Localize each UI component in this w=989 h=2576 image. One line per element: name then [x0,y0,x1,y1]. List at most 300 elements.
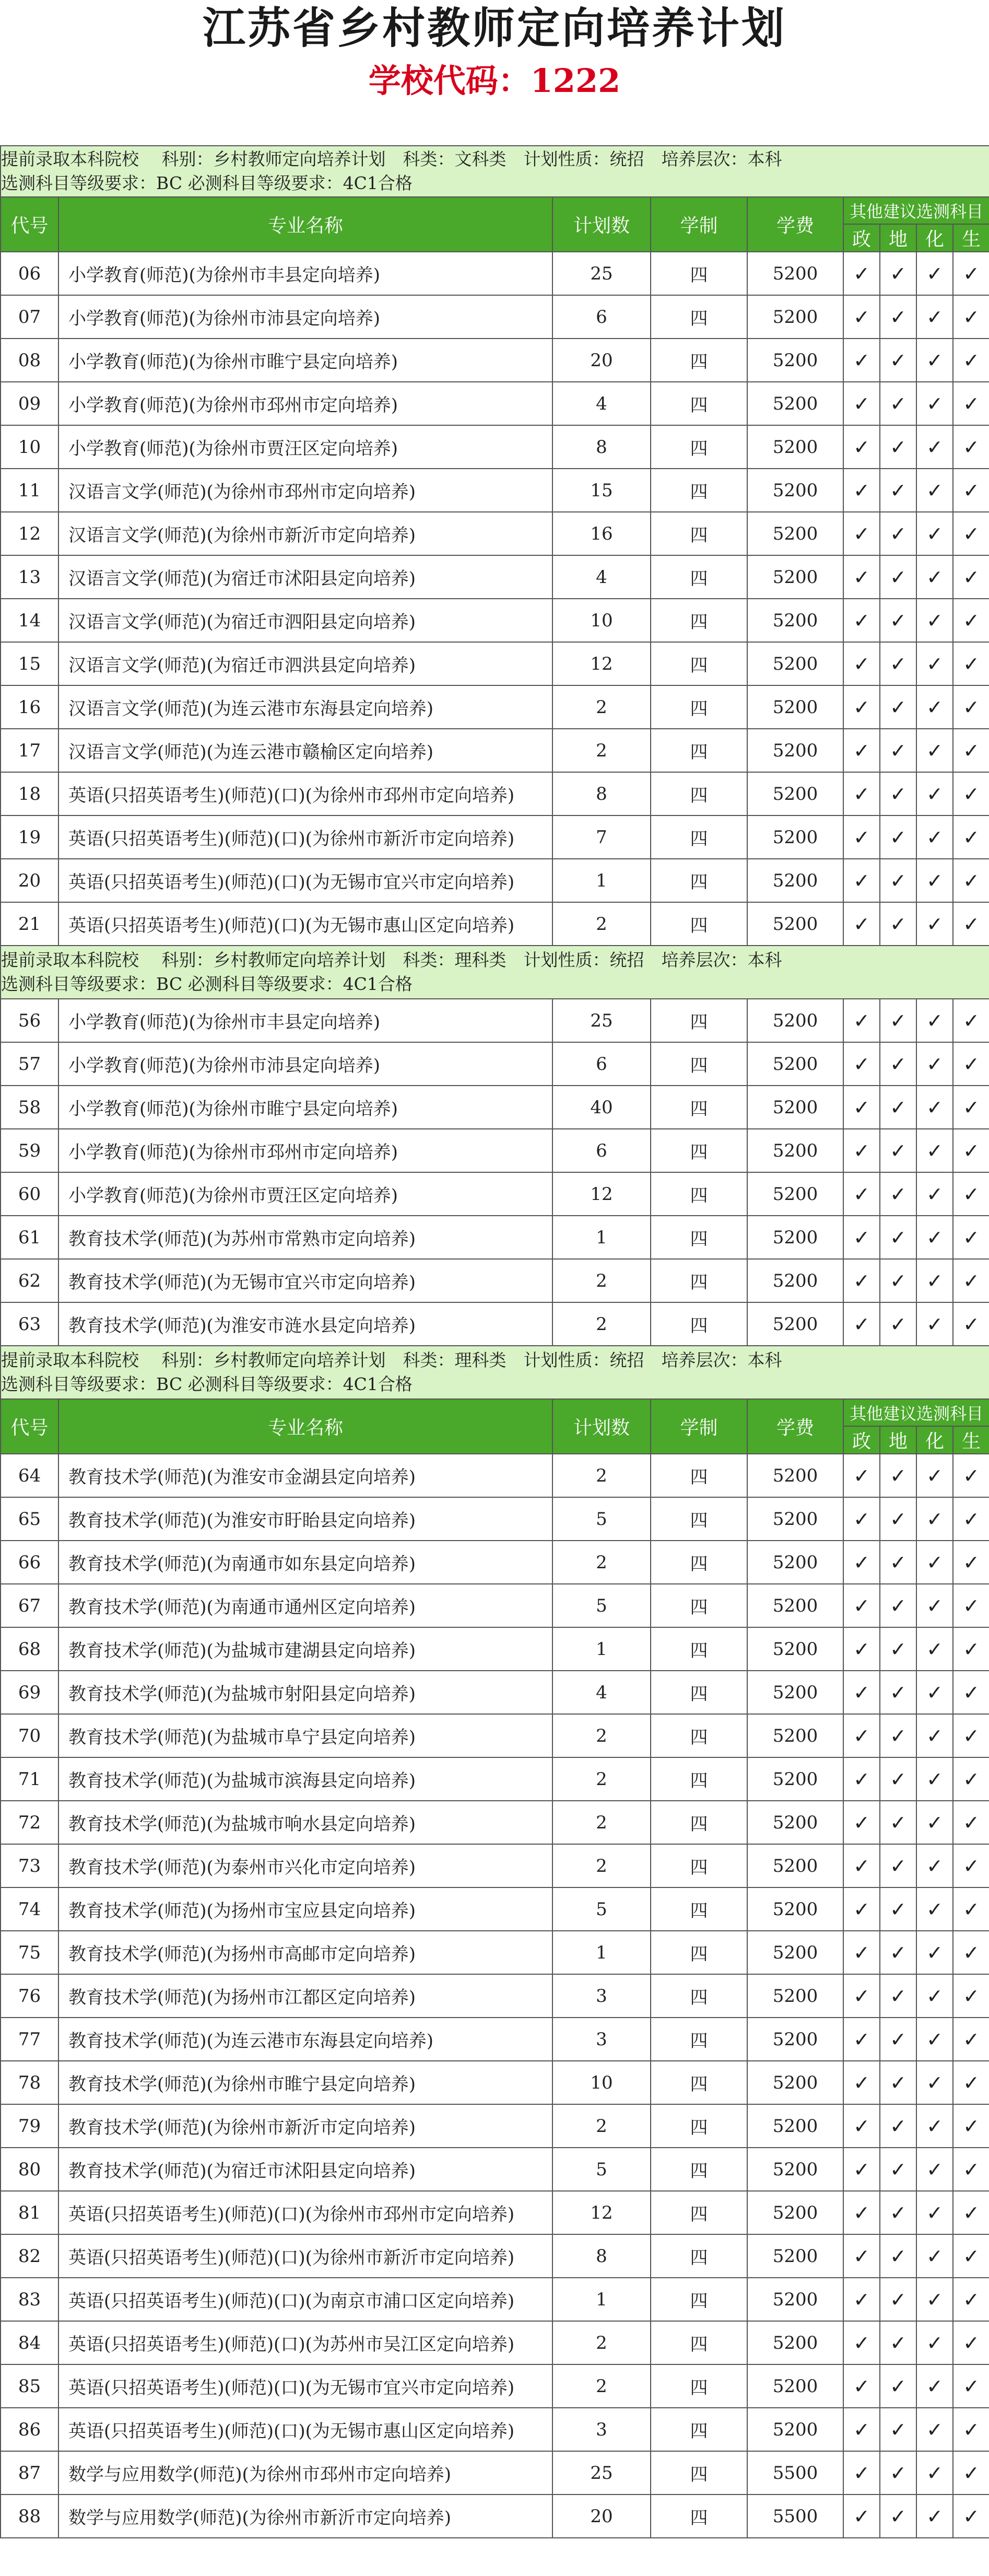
header-subject-sub4: 生 [953,1426,989,1454]
check-mark-icon: ✓ [843,2321,880,2364]
row-duration: 四 [651,2191,747,2234]
check-mark-icon: ✓ [880,2018,916,2061]
row-duration: 四 [651,1671,747,1714]
check-mark-icon: ✓ [843,295,880,339]
row-plan-count: 40 [552,1086,651,1129]
row-duration: 四 [651,1541,747,1584]
row-code: 07 [1,295,58,339]
row-duration: 四 [651,1627,747,1671]
check-mark-icon: ✓ [843,2104,880,2148]
row-code: 18 [1,772,58,815]
check-mark-icon: ✓ [916,2495,953,2538]
row-code: 16 [1,685,58,729]
check-mark-icon: ✓ [843,512,880,555]
check-mark-icon: ✓ [953,2061,989,2104]
row-major-name: 英语(只招英语考生)(师范)(口)(为徐州市新沂市定向培养) [58,815,552,859]
row-fee: 5200 [747,772,843,815]
header-subject-sub3: 化 [916,1426,953,1454]
row-fee: 5200 [747,815,843,859]
section-info-row [1,146,989,197]
row-duration: 四 [651,339,747,382]
row-code: 17 [1,729,58,772]
check-mark-icon: ✓ [880,1042,916,1086]
check-mark-icon: ✓ [843,685,880,729]
row-fee: 5200 [747,1302,843,1346]
row-major-name: 英语(只招英语考生)(师范)(口)(为无锡市宜兴市定向培养) [58,859,552,902]
table-row [1,1086,989,1129]
row-code: 86 [1,2408,58,2451]
row-duration: 四 [651,252,747,295]
check-mark-icon: ✓ [880,2408,916,2451]
check-mark-icon: ✓ [953,2018,989,2061]
check-mark-icon: ✓ [880,1801,916,1844]
row-plan-count: 8 [552,772,651,815]
table-row [1,2148,989,2191]
row-plan-count: 2 [552,2104,651,2148]
table-row [1,1844,989,1887]
check-mark-icon: ✓ [953,382,989,425]
check-mark-icon: ✓ [953,685,989,729]
row-major-name: 汉语言文学(师范)(为徐州市邳州市定向培养) [58,469,552,512]
row-major-name: 汉语言文学(师范)(为宿迁市泗阳县定向培养) [58,599,552,642]
check-mark-icon: ✓ [916,1801,953,1844]
header-fee: 学费 [747,1399,843,1454]
table-row [1,685,989,729]
check-mark-icon: ✓ [843,599,880,642]
row-major-name: 教育技术学(师范)(为徐州市睢宁县定向培养) [58,2061,552,2104]
check-mark-icon: ✓ [916,1216,953,1259]
row-code: 13 [1,555,58,599]
table-row [1,2364,989,2408]
row-code: 58 [1,1086,58,1129]
check-mark-icon: ✓ [843,339,880,382]
check-mark-icon: ✓ [880,382,916,425]
check-mark-icon: ✓ [843,555,880,599]
row-fee: 5200 [747,1129,843,1172]
row-major-name: 教育技术学(师范)(为泰州市兴化市定向培养) [58,1844,552,1887]
row-code: 87 [1,2451,58,2495]
check-mark-icon: ✓ [880,1302,916,1346]
check-mark-icon: ✓ [843,469,880,512]
check-mark-icon: ✓ [916,1974,953,2018]
check-mark-icon: ✓ [953,2104,989,2148]
row-plan-count: 2 [552,1801,651,1844]
row-code: 72 [1,1801,58,1844]
row-major-name: 数学与应用数学(师范)(为徐州市邳州市定向培养) [58,2451,552,2495]
check-mark-icon: ✓ [880,1931,916,1974]
check-mark-icon: ✓ [916,729,953,772]
row-duration: 四 [651,1714,747,1757]
row-fee: 5200 [747,1584,843,1627]
table-row [1,1259,989,1302]
row-fee: 5200 [747,1172,843,1216]
row-code: 74 [1,1887,58,1931]
row-fee: 5200 [747,1887,843,1931]
table-row [1,555,989,599]
check-mark-icon: ✓ [843,1216,880,1259]
row-duration: 四 [651,599,747,642]
row-major-name: 教育技术学(师范)(为盐城市响水县定向培养) [58,1801,552,1844]
row-duration: 四 [651,999,747,1042]
check-mark-icon: ✓ [843,1757,880,1801]
row-code: 63 [1,1302,58,1346]
row-fee: 5200 [747,1541,843,1584]
row-major-name: 教育技术学(师范)(为扬州市宝应县定向培养) [58,1887,552,1931]
check-mark-icon: ✓ [916,1714,953,1757]
page-title: 江苏省乡村教师定向培养计划 [202,4,786,53]
row-duration: 四 [651,2061,747,2104]
row-major-name: 教育技术学(师范)(为扬州市高邮市定向培养) [58,1931,552,1974]
row-major-name: 汉语言文学(师范)(为连云港市赣榆区定向培养) [58,729,552,772]
table-row [1,2451,989,2495]
row-code: 12 [1,512,58,555]
check-mark-icon: ✓ [843,2234,880,2278]
check-mark-icon: ✓ [953,1129,989,1172]
check-mark-icon: ✓ [880,1086,916,1129]
row-plan-count: 6 [552,1042,651,1086]
row-duration: 四 [651,2278,747,2321]
row-fee: 5200 [747,999,843,1042]
check-mark-icon: ✓ [953,815,989,859]
table-row [1,2018,989,2061]
row-fee: 5200 [747,2148,843,2191]
row-duration: 四 [651,2148,747,2191]
school-code: 学校代码：1222 [368,62,621,100]
check-mark-icon: ✓ [916,2061,953,2104]
check-mark-icon: ✓ [843,2364,880,2408]
check-mark-icon: ✓ [916,2018,953,2061]
table-row [1,252,989,295]
check-mark-icon: ✓ [880,1129,916,1172]
row-code: 06 [1,252,58,295]
row-duration: 四 [651,2495,747,2538]
row-fee: 5200 [747,1497,843,1541]
row-duration: 四 [651,815,747,859]
check-mark-icon: ✓ [953,599,989,642]
check-mark-icon: ✓ [916,382,953,425]
check-mark-icon: ✓ [953,1584,989,1627]
check-mark-icon: ✓ [916,425,953,469]
row-fee: 5200 [747,642,843,685]
row-fee: 5200 [747,339,843,382]
table-header-row [1,1399,989,1426]
header-subject-sub2: 地 [880,1426,916,1454]
table-row [1,2321,989,2364]
check-mark-icon: ✓ [880,2104,916,2148]
check-mark-icon: ✓ [880,1757,916,1801]
table-row [1,642,989,685]
header-plan: 计划数 [552,197,651,252]
row-fee: 5200 [747,2061,843,2104]
row-code: 68 [1,1627,58,1671]
header-subject-sub3: 化 [916,224,953,252]
row-duration: 四 [651,902,747,946]
row-plan-count: 5 [552,1584,651,1627]
check-mark-icon: ✓ [916,2148,953,2191]
check-mark-icon: ✓ [916,555,953,599]
check-mark-icon: ✓ [880,2364,916,2408]
check-mark-icon: ✓ [916,469,953,512]
check-mark-icon: ✓ [880,339,916,382]
check-mark-icon: ✓ [880,555,916,599]
row-duration: 四 [651,2364,747,2408]
row-fee: 5200 [747,2321,843,2364]
check-mark-icon: ✓ [916,1584,953,1627]
row-plan-count: 12 [552,1172,651,1216]
row-fee: 5200 [747,1974,843,2018]
check-mark-icon: ✓ [916,1671,953,1714]
row-plan-count: 25 [552,999,651,1042]
row-plan-count: 10 [552,2061,651,2104]
row-plan-count: 16 [552,512,651,555]
row-fee: 5200 [747,382,843,425]
row-code: 82 [1,2234,58,2278]
row-code: 08 [1,339,58,382]
table-row [1,599,989,642]
check-mark-icon: ✓ [880,2451,916,2495]
check-mark-icon: ✓ [953,1086,989,1129]
check-mark-icon: ✓ [843,859,880,902]
check-mark-icon: ✓ [843,2495,880,2538]
row-duration: 四 [651,1129,747,1172]
table-row [1,1801,989,1844]
table-row [1,1541,989,1584]
table-row [1,425,989,469]
section-info [1,146,989,197]
row-duration: 四 [651,425,747,469]
check-mark-icon: ✓ [880,859,916,902]
header-other-subjects: 其他建议选测科目 [843,1399,989,1426]
header-code: 代号 [1,1399,58,1454]
row-fee: 5200 [747,425,843,469]
row-major-name: 教育技术学(师范)(为盐城市阜宁县定向培养) [58,1714,552,1757]
row-fee: 5200 [747,1086,843,1129]
row-plan-count: 2 [552,1454,651,1497]
section-info-line1: 提前录取本科院校 科别：乡村教师定向培养计划 科类：理科类 计划性质：统招 培养层次：本科 [1,950,782,970]
row-duration: 四 [651,1454,747,1497]
header-major: 专业名称 [58,197,552,252]
check-mark-icon: ✓ [916,1887,953,1931]
check-mark-icon: ✓ [843,2018,880,2061]
check-mark-icon: ✓ [953,1671,989,1714]
check-mark-icon: ✓ [916,859,953,902]
check-mark-icon: ✓ [843,902,880,946]
table-row [1,1671,989,1714]
row-fee: 5200 [747,599,843,642]
row-fee: 5200 [747,1216,843,1259]
check-mark-icon: ✓ [953,1757,989,1801]
check-mark-icon: ✓ [843,1042,880,1086]
row-plan-count: 5 [552,1887,651,1931]
row-fee: 5200 [747,512,843,555]
check-mark-icon: ✓ [916,2364,953,2408]
row-code: 75 [1,1931,58,1974]
check-mark-icon: ✓ [916,1086,953,1129]
check-mark-icon: ✓ [880,685,916,729]
header-duration: 学制 [651,1399,747,1454]
row-major-name: 英语(只招英语考生)(师范)(口)(为徐州市新沂市定向培养) [58,2234,552,2278]
check-mark-icon: ✓ [843,999,880,1042]
row-duration: 四 [651,2321,747,2364]
row-major-name: 小学教育(师范)(为徐州市沛县定向培养) [58,1042,552,1086]
check-mark-icon: ✓ [953,1801,989,1844]
row-plan-count: 7 [552,815,651,859]
check-mark-icon: ✓ [880,1172,916,1216]
header-plan: 计划数 [552,1399,651,1454]
check-mark-icon: ✓ [916,1042,953,1086]
row-major-name: 教育技术学(师范)(为淮安市金湖县定向培养) [58,1454,552,1497]
check-mark-icon: ✓ [916,1497,953,1541]
row-code: 80 [1,2148,58,2191]
row-code: 84 [1,2321,58,2364]
row-major-name: 小学教育(师范)(为徐州市贾汪区定向培养) [58,425,552,469]
table-row [1,815,989,859]
row-fee: 5200 [747,295,843,339]
check-mark-icon: ✓ [916,1931,953,1974]
row-plan-count: 4 [552,555,651,599]
row-fee: 5200 [747,2408,843,2451]
check-mark-icon: ✓ [880,1216,916,1259]
check-mark-icon: ✓ [880,2495,916,2538]
check-mark-icon: ✓ [880,1671,916,1714]
row-plan-count: 2 [552,1541,651,1584]
row-major-name: 教育技术学(师范)(为南通市通州区定向培养) [58,1584,552,1627]
row-plan-count: 25 [552,252,651,295]
check-mark-icon: ✓ [880,2061,916,2104]
check-mark-icon: ✓ [880,1454,916,1497]
check-mark-icon: ✓ [880,425,916,469]
table-row [1,512,989,555]
row-plan-count: 4 [552,382,651,425]
check-mark-icon: ✓ [916,1302,953,1346]
row-plan-count: 1 [552,1216,651,1259]
row-plan-count: 2 [552,2321,651,2364]
check-mark-icon: ✓ [843,1714,880,1757]
table-row [1,1887,989,1931]
table-row [1,2191,989,2234]
table-row [1,902,989,946]
check-mark-icon: ✓ [953,859,989,902]
row-duration: 四 [651,382,747,425]
row-plan-count: 20 [552,2495,651,2538]
check-mark-icon: ✓ [953,1844,989,1887]
check-mark-icon: ✓ [953,2191,989,2234]
row-plan-count: 1 [552,859,651,902]
header-major: 专业名称 [58,1399,552,1454]
table-row [1,1302,989,1346]
row-duration: 四 [651,2104,747,2148]
check-mark-icon: ✓ [843,2148,880,2191]
check-mark-icon: ✓ [880,2278,916,2321]
check-mark-icon: ✓ [916,1259,953,1302]
check-mark-icon: ✓ [953,295,989,339]
row-fee: 5200 [747,252,843,295]
check-mark-icon: ✓ [953,1541,989,1584]
check-mark-icon: ✓ [953,339,989,382]
section-info-row [1,1346,989,1399]
check-mark-icon: ✓ [880,729,916,772]
check-mark-icon: ✓ [953,1259,989,1302]
section-info-line2: 选测科目等级要求：BC 必测科目等级要求：4C1合格 [1,173,413,193]
header-code: 代号 [1,197,58,252]
check-mark-icon: ✓ [843,1541,880,1584]
table-row [1,2495,989,2538]
table-row [1,1172,989,1216]
row-duration: 四 [651,469,747,512]
check-mark-icon: ✓ [953,2234,989,2278]
row-plan-count: 1 [552,1627,651,1671]
check-mark-icon: ✓ [843,2408,880,2451]
row-plan-count: 2 [552,2364,651,2408]
row-major-name: 英语(只招英语考生)(师范)(口)(为无锡市惠山区定向培养) [58,2408,552,2451]
check-mark-icon: ✓ [843,1259,880,1302]
table-row [1,1129,989,1172]
row-plan-count: 12 [552,642,651,685]
row-major-name: 英语(只招英语考生)(师范)(口)(为无锡市宜兴市定向培养) [58,2364,552,2408]
row-fee: 5200 [747,1757,843,1801]
plan-table-container [0,145,989,2538]
row-duration: 四 [651,1801,747,1844]
row-duration: 四 [651,642,747,685]
row-major-name: 小学教育(师范)(为徐州市丰县定向培养) [58,999,552,1042]
row-fee: 5200 [747,2234,843,2278]
row-duration: 四 [651,1584,747,1627]
row-major-name: 教育技术学(师范)(为扬州市江都区定向培养) [58,1974,552,2018]
section-info-line2: 选测科目等级要求：BC 必测科目等级要求：4C1合格 [1,974,413,994]
row-code: 11 [1,469,58,512]
row-duration: 四 [651,2408,747,2451]
row-major-name: 教育技术学(师范)(为南通市如东县定向培养) [58,1541,552,1584]
row-major-name: 汉语言文学(师范)(为连云港市东海县定向培养) [58,685,552,729]
check-mark-icon: ✓ [916,2234,953,2278]
row-duration: 四 [651,1757,747,1801]
check-mark-icon: ✓ [843,252,880,295]
row-major-name: 英语(只招英语考生)(师范)(口)(为南京市浦口区定向培养) [58,2278,552,2321]
check-mark-icon: ✓ [916,599,953,642]
row-fee: 5500 [747,2451,843,2495]
section-info-row [1,946,989,999]
check-mark-icon: ✓ [916,252,953,295]
check-mark-icon: ✓ [916,999,953,1042]
table-row [1,772,989,815]
row-major-name: 汉语言文学(师范)(为宿迁市泗洪县定向培养) [58,642,552,685]
check-mark-icon: ✓ [880,512,916,555]
check-mark-icon: ✓ [880,815,916,859]
row-fee: 5200 [747,1931,843,1974]
check-mark-icon: ✓ [953,1931,989,1974]
table-row [1,1454,989,1497]
check-mark-icon: ✓ [880,2148,916,2191]
row-fee: 5200 [747,859,843,902]
row-fee: 5200 [747,685,843,729]
check-mark-icon: ✓ [916,295,953,339]
check-mark-icon: ✓ [916,772,953,815]
row-major-name: 英语(只招英语考生)(师范)(口)(为徐州市邳州市定向培养) [58,772,552,815]
check-mark-icon: ✓ [843,2278,880,2321]
row-code: 09 [1,382,58,425]
check-mark-icon: ✓ [953,642,989,685]
row-fee: 5200 [747,2104,843,2148]
row-code: 73 [1,1844,58,1887]
row-plan-count: 15 [552,469,651,512]
row-fee: 5200 [747,1714,843,1757]
row-duration: 四 [651,295,747,339]
row-plan-count: 25 [552,2451,651,2495]
row-fee: 5200 [747,2278,843,2321]
row-duration: 四 [651,729,747,772]
row-fee: 5200 [747,1844,843,1887]
section-info-line1: 提前录取本科院校 科别：乡村教师定向培养计划 科类：理科类 计划性质：统招 培养层次：本科 [1,1350,782,1370]
